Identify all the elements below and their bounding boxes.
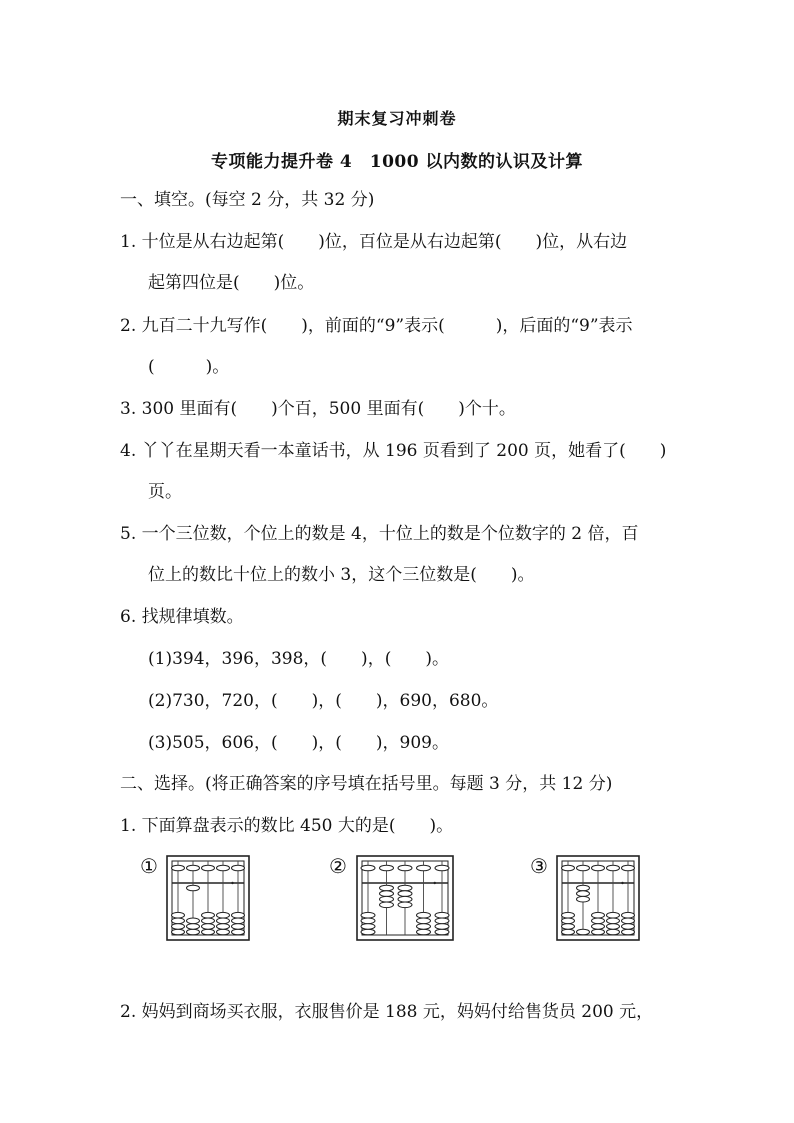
question-6-part-3: (3)505，606，( )，( )，909。 xyxy=(148,733,449,753)
question-6: 6. 找规律填数。 xyxy=(120,607,244,627)
abacus-upper-bead xyxy=(417,865,431,871)
question-5-line-2: 位上的数比十位上的数小 3，这个三位数是( )。 xyxy=(148,565,535,585)
abacus-lower-bead xyxy=(622,924,635,930)
section2-heading: 二、选择。(将正确答案的序号填在括号里。每题 3 分，共 12 分) xyxy=(120,774,613,794)
abacus-unit-dot xyxy=(621,882,623,884)
abacus-lower-bead xyxy=(577,891,590,897)
abacus-upper-bead xyxy=(232,865,245,871)
question-2-line-1: 2. 九百二十九写作( )，前面的“9”表示( )，后面的“9”表示 xyxy=(120,316,633,336)
abacus-lower-bead xyxy=(592,924,605,930)
abacus-lower-bead xyxy=(607,929,620,935)
abacus-lower-bead xyxy=(187,924,200,930)
abacus-lower-bead xyxy=(592,918,605,924)
abacus-lower-bead xyxy=(380,902,394,908)
question-6-part-2: (2)730，720，( )，( )，690，680。 xyxy=(148,691,499,711)
abacus-lower-bead xyxy=(435,912,449,918)
abacus-lower-bead xyxy=(187,918,200,924)
abacus-lower-bead xyxy=(202,918,215,924)
option-1-label: ① xyxy=(140,854,158,878)
abacus-lower-bead xyxy=(577,896,590,902)
abacus-lower-bead xyxy=(187,929,200,935)
choice-question-2-line-1: 2. 妈妈到商场买衣服，衣服售价是 188 元，妈妈付给售货员 200 元， xyxy=(120,1002,654,1022)
abacus-lower-bead xyxy=(202,912,215,918)
question-5-line-1: 5. 一个三位数，个位上的数是 4，十位上的数是个位数字的 2 倍，百 xyxy=(120,524,639,544)
abacus-upper-bead xyxy=(172,865,185,871)
question-1-line-1: 1. 十位是从右边起第( )位，百位是从右边起第( )位，从右边 xyxy=(120,232,628,252)
abacus-lower-bead xyxy=(217,918,230,924)
option-3-label: ③ xyxy=(530,854,548,878)
abacus-lower-bead xyxy=(398,891,412,897)
abacus-upper-bead xyxy=(435,865,449,871)
question-1-line-2: 起第四位是( )位。 xyxy=(148,273,315,293)
abacus-unit-dot xyxy=(434,882,436,884)
abacus-lower-bead xyxy=(217,929,230,935)
abacus-1 xyxy=(166,855,250,941)
abacus-lower-bead xyxy=(361,918,375,924)
abacus-upper-bead xyxy=(202,865,215,871)
abacus-lower-bead xyxy=(562,929,575,935)
abacus-lower-bead xyxy=(380,885,394,891)
abacus-lower-bead xyxy=(562,918,575,924)
abacus-lower-bead xyxy=(607,924,620,930)
abacus-lower-bead xyxy=(622,912,635,918)
question-4-line-1: 4. 丫丫在星期天看一本童话书，从 196 页看到了 200 页，她看了( ) xyxy=(120,441,667,461)
abacus-lower-bead xyxy=(380,891,394,897)
question-4-line-2: 页。 xyxy=(148,482,182,502)
exam-title: 期末复习冲刺卷 xyxy=(337,109,457,128)
abacus-lower-bead xyxy=(417,929,431,935)
exam-subtitle: 专项能力提升卷 4 1000 以内数的认识及计算 xyxy=(211,152,583,172)
abacus-lower-bead xyxy=(562,924,575,930)
abacus-lower-bead xyxy=(417,912,431,918)
abacus-upper-bead xyxy=(217,865,230,871)
abacus-lower-bead xyxy=(417,918,431,924)
abacus-lower-bead xyxy=(562,912,575,918)
abacus-lower-bead xyxy=(607,918,620,924)
question-2-line-2: ( )。 xyxy=(148,357,230,377)
abacus-lower-bead xyxy=(232,912,245,918)
section1-heading: 一、填空。(每空 2 分，共 32 分) xyxy=(120,190,375,210)
abacus-lower-bead xyxy=(592,912,605,918)
abacus-lower-bead xyxy=(172,912,185,918)
choice-question-1: 1. 下面算盘表示的数比 450 大的是( )。 xyxy=(120,816,454,836)
abacus-upper-bead xyxy=(592,865,605,871)
question-3: 3. 300 里面有( )个百，500 里面有( )个十。 xyxy=(120,399,516,419)
abacus-lower-bead xyxy=(232,929,245,935)
abacus-upper-bead xyxy=(562,865,575,871)
question-6-part-1: (1)394，396，398，( )，( )。 xyxy=(148,649,449,669)
abacus-upper-bead xyxy=(361,865,375,871)
abacus-lower-bead xyxy=(217,924,230,930)
abacus-lower-bead xyxy=(202,924,215,930)
abacus-lower-bead xyxy=(172,929,185,935)
abacus-lower-bead xyxy=(417,924,431,930)
abacus-lower-bead xyxy=(398,902,412,908)
abacus-lower-bead xyxy=(398,885,412,891)
abacus-lower-bead xyxy=(172,924,185,930)
abacus-lower-bead xyxy=(622,929,635,935)
abacus-lower-bead xyxy=(202,929,215,935)
abacus-3 xyxy=(556,855,640,941)
abacus-2 xyxy=(356,855,454,941)
abacus-lower-bead xyxy=(577,929,590,935)
abacus-upper-bead xyxy=(577,865,590,871)
abacus-lower-bead xyxy=(217,912,230,918)
abacus-lower-bead xyxy=(187,885,200,891)
abacus-lower-bead xyxy=(380,896,394,902)
abacus-lower-bead xyxy=(361,929,375,935)
abacus-unit-dot xyxy=(231,882,233,884)
abacus-lower-bead xyxy=(435,918,449,924)
abacus-lower-bead xyxy=(622,918,635,924)
abacus-lower-bead xyxy=(607,912,620,918)
abacus-lower-bead xyxy=(172,918,185,924)
abacus-upper-bead xyxy=(622,865,635,871)
option-2-label: ② xyxy=(329,854,347,878)
abacus-upper-bead xyxy=(380,865,394,871)
abacus-lower-bead xyxy=(232,924,245,930)
abacus-lower-bead xyxy=(232,918,245,924)
abacus-lower-bead xyxy=(398,896,412,902)
abacus-upper-bead xyxy=(398,865,412,871)
abacus-upper-bead xyxy=(607,865,620,871)
abacus-lower-bead xyxy=(435,929,449,935)
abacus-upper-bead xyxy=(187,865,200,871)
abacus-lower-bead xyxy=(361,912,375,918)
abacus-lower-bead xyxy=(435,924,449,930)
abacus-lower-bead xyxy=(592,929,605,935)
abacus-lower-bead xyxy=(361,924,375,930)
abacus-lower-bead xyxy=(577,885,590,891)
